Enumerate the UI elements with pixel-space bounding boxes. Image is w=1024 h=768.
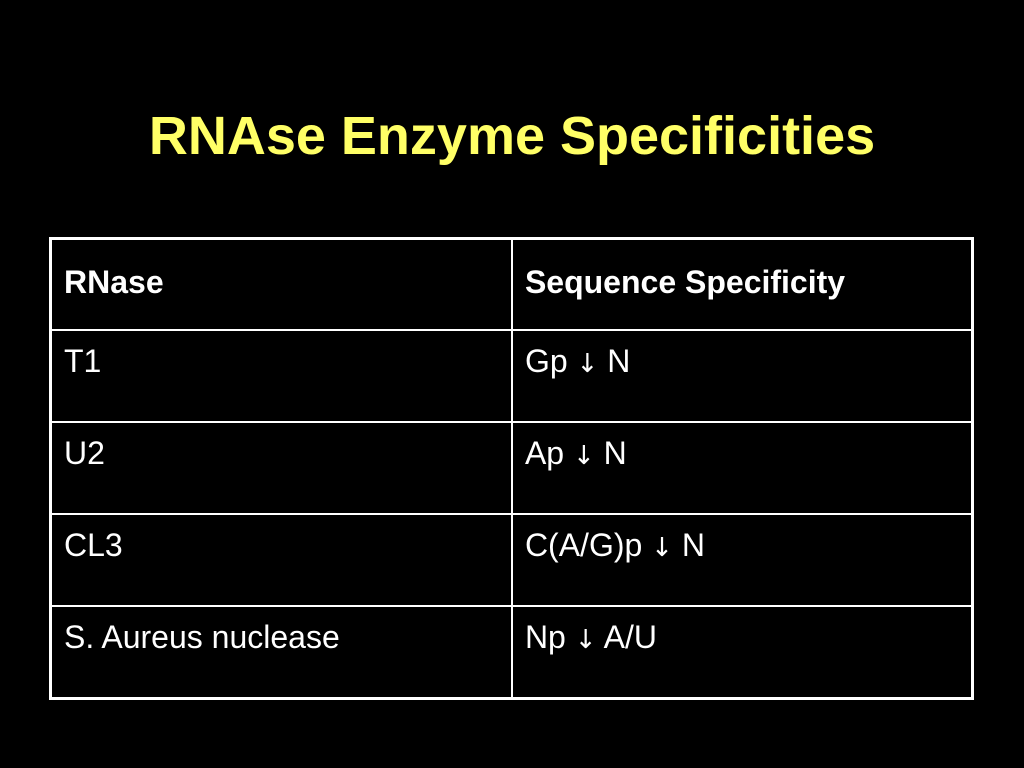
rnase-cell: S. Aureus nuclease bbox=[51, 606, 512, 699]
cleavage-arrow-icon: ↓ bbox=[576, 349, 599, 379]
header-sequence-specificity: Sequence Specificity bbox=[512, 239, 973, 331]
table-row bbox=[51, 514, 973, 606]
specificity-cell bbox=[512, 514, 973, 606]
slide-title: RNAse Enzyme Specificities bbox=[148, 106, 876, 166]
specificity-cell bbox=[512, 330, 973, 422]
rnase-cell: U2 bbox=[51, 422, 512, 514]
cleavage-arrow-icon: ↓ bbox=[651, 533, 673, 563]
table-header-row bbox=[51, 239, 973, 331]
cleavage-suffix: A/U bbox=[603, 619, 657, 655]
table-row bbox=[51, 422, 973, 514]
cleavage-arrow-icon: ↓ bbox=[574, 625, 597, 655]
cleavage-arrow-icon: ↓ bbox=[572, 441, 595, 471]
rnase-cell: CL3 bbox=[51, 514, 512, 606]
specificity-cell bbox=[512, 422, 973, 514]
cleavage-suffix: N bbox=[607, 343, 631, 379]
table-row bbox=[51, 606, 973, 699]
specificity-cell bbox=[512, 606, 973, 699]
rnase-cell: T1 bbox=[51, 330, 512, 422]
cleavage-prefix: Ap bbox=[524, 435, 565, 471]
header-rnase: RNase bbox=[51, 239, 512, 331]
cleavage-suffix: N bbox=[603, 435, 627, 471]
specificity-table bbox=[49, 237, 974, 700]
cleavage-prefix: C(A/G)p bbox=[524, 527, 643, 563]
table-row bbox=[51, 330, 973, 422]
cleavage-prefix: Gp bbox=[524, 343, 568, 379]
cleavage-prefix: Np bbox=[524, 619, 566, 655]
cleavage-suffix: N bbox=[681, 527, 705, 563]
